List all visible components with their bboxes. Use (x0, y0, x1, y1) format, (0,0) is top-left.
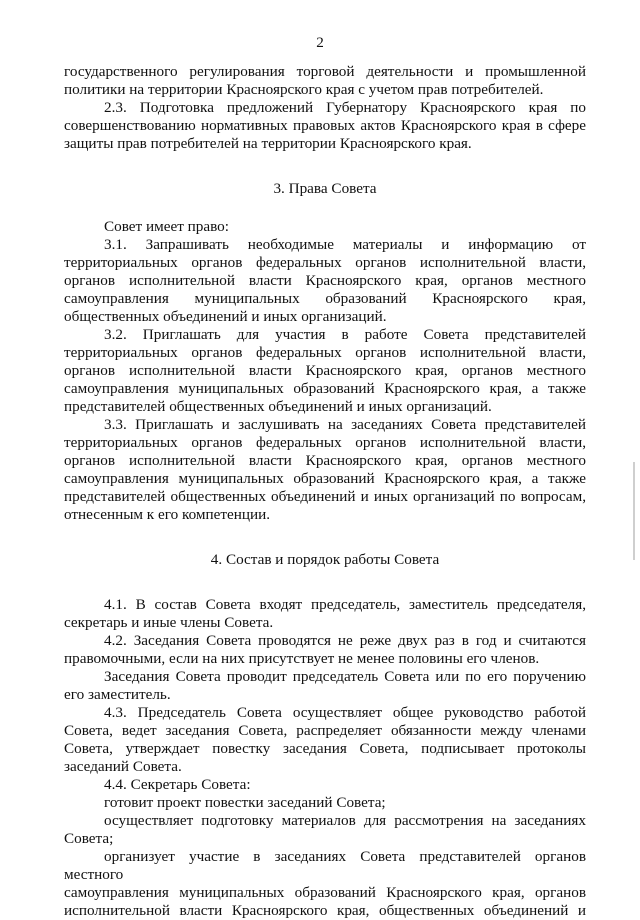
text-line: его заместитель. (64, 686, 171, 703)
text-line: 3.1. Запрашивать необходимые материалы и информацию от (104, 236, 586, 253)
text-line: Совет имеет право: (104, 218, 229, 235)
text-line: самоуправления муниципальных образований Красноярского края, органов (64, 884, 586, 901)
text-line: территориальных органов федеральных органов исполнительной власти, (64, 344, 586, 361)
section-4-heading: 4. Состав и порядок работы Совета (210, 551, 440, 568)
text-line: органов исполнительной власти Красноярского края, органов местного (64, 362, 586, 379)
text-line: 3.3. Приглашать и заслушивать на заседаниях Совета представителей (104, 416, 586, 433)
text-line: совершенствованию нормативных правовых актов Красноярского края в сфере (64, 117, 586, 134)
text-line: территориальных органов федеральных органов исполнительной власти, (64, 254, 586, 271)
scan-edge-mark (633, 462, 635, 560)
text-line: исполнительной власти Красноярского края, общественных объединений и (64, 902, 586, 919)
text-line: 4.1. В состав Совета входят председатель, заместитель председателя, (104, 596, 586, 613)
text-line: органов исполнительной власти Красноярского края, органов местного (64, 452, 586, 469)
text-line: Заседания Совета проводит председатель Совета или по его поручению (104, 668, 586, 685)
text-line: самоуправления муниципальных образований Красноярского края, (64, 290, 586, 307)
text-line: организует участие в заседаниях Совета представителей органов местного (64, 848, 586, 883)
text-line: 4.2. Заседания Совета проводятся не реже двух раз в год и считаются (104, 632, 586, 649)
text-line: отнесенным к его компетенции. (64, 506, 271, 523)
document-body (64, 63, 586, 920)
text-line: общественных объединений и иных организаций. (64, 308, 387, 325)
text-line: 4.3. Председатель Совета осуществляет общее руководство работой (104, 704, 586, 721)
text-line: Совета, ведет заседания Совета, распределяет обязанности между членами (64, 722, 586, 739)
text-line: защиты прав потребителей на территории Красноярского края. (64, 135, 472, 152)
text-line: политики на территории Красноярского края с учетом прав потребителей. (64, 81, 544, 98)
text-line: государственного регулирования торговой деятельности и промышленной (64, 63, 586, 80)
text-line: Совета, утверждает повестку заседания Совета, подписывает протоколы (64, 740, 586, 757)
text-line: осуществляет подготовку материалов для рассмотрения на заседаниях (104, 812, 586, 829)
section-3-heading: 3. Права Совета (273, 180, 377, 197)
text-line: заседаний Совета. (64, 758, 182, 775)
text-line: 2.3. Подготовка предложений Губернатору Красноярского края по (104, 99, 586, 116)
text-line: готовит проект повестки заседаний Совета; (104, 794, 386, 811)
text-line: представителей общественных объединений и иных организаций. (64, 398, 492, 415)
section-3 (64, 218, 586, 524)
page-number: 2 (316, 34, 324, 51)
text-line: 3.2. Приглашать для участия в работе Совета представителей (104, 326, 586, 343)
text-line: Совета; (64, 830, 114, 847)
section-2-continuation (64, 63, 586, 153)
text-line: территориальных органов федеральных органов исполнительной власти, (64, 434, 586, 451)
text-line: самоуправления муниципальных образований Красноярского края, а также (64, 470, 586, 487)
text-line: органов исполнительной власти Красноярского края, органов местного (64, 272, 586, 289)
text-line: 4.4. Секретарь Совета: (104, 776, 251, 793)
text-line: самоуправления муниципальных образований Красноярского края, а также (64, 380, 586, 397)
section-4 (64, 596, 586, 920)
text-line: секретарь и иные члены Совета. (64, 614, 274, 631)
text-line: представителей общественных объединений и иных организаций по вопросам, (64, 488, 586, 505)
text-line: правомочными, если на них присутствует не менее половины его членов. (64, 650, 540, 667)
